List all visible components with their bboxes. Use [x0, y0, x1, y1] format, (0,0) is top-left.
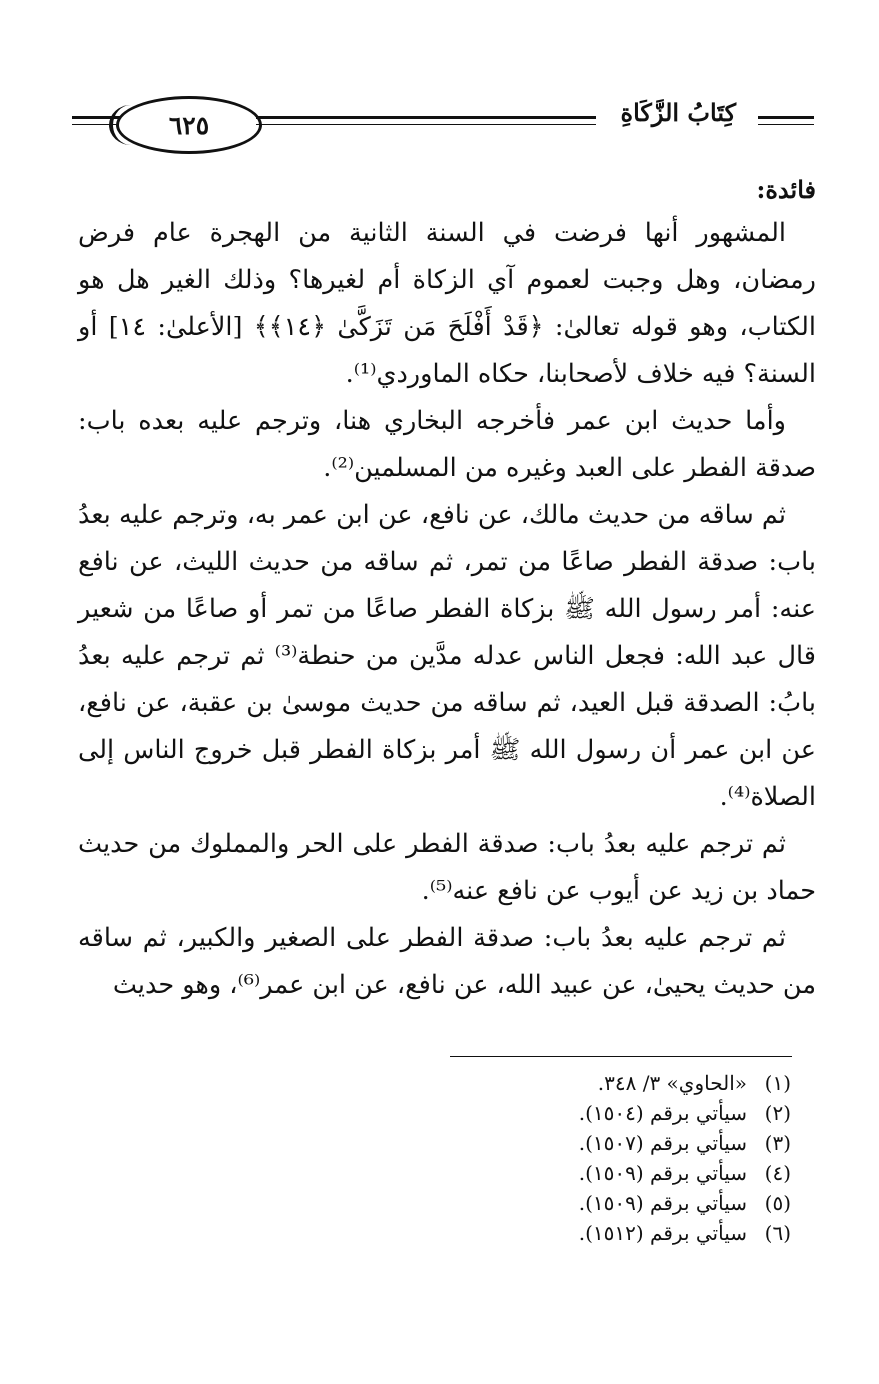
header-rule-middle-top [256, 116, 596, 119]
footnote [391, 1218, 791, 1248]
page-number-badge [116, 96, 262, 154]
footnote [391, 1158, 791, 1188]
footnote-text: سيأتي برقم (١٥٠٧). [578, 1131, 747, 1155]
paragraph: المشهور أنها فرضت في السنة الثانية من الهجرة عام فرض رمضان، وهل وجبت لعموم آي الزكاة أم لغيرها؟ وذلك الغير هل هو الكتاب، وهو قوله تعالىٰ: ﴿قَدْ أَفْلَحَ مَن تَزَكَّىٰ ﴿١٤﴾﴾ [الأعلىٰ: ١٤] أو السنة؟ فيه خلاف لأصحابنا، حكاه الماوردي⁽¹⁾. [78, 218, 816, 389]
footnote [391, 1098, 791, 1128]
footnote [391, 1188, 791, 1218]
page-header [72, 92, 814, 156]
footnote [391, 1128, 791, 1158]
page-body [78, 170, 816, 1009]
footnote-text: سيأتي برقم (١٥٠٩). [578, 1191, 747, 1215]
footnote-number: (٥) [764, 1191, 791, 1215]
footnote-text: سيأتي برقم (١٥٠٤). [578, 1101, 747, 1125]
page-number: ٦٢٥ [168, 110, 210, 140]
footnote-number: (٤) [764, 1161, 791, 1185]
footnote-number: (٣) [764, 1131, 791, 1155]
footnote-number: (٢) [764, 1101, 791, 1125]
footnote-text: سيأتي برقم (١٥١٢). [578, 1221, 747, 1245]
paragraph: ثم ترجم عليه بعدُ باب: صدقة الفطر على الحر والمملوك من حديث حماد بن زيد عن أيوب عن نافع عنه⁽⁵⁾. [78, 829, 816, 906]
footnote-number: (١) [764, 1071, 791, 1095]
book-title: كِتَابُ الزَّكَاةِ [620, 98, 736, 127]
header-rule-middle-bottom [256, 124, 596, 125]
footnote-number: (٦) [764, 1221, 791, 1245]
footnote-text: «الحاوي» ٣/ ٣٤٨. [597, 1071, 747, 1095]
footnote-separator [450, 1056, 792, 1057]
footnote-text: سيأتي برقم (١٥٠٩). [578, 1161, 747, 1185]
section-heading: فائدة: [756, 175, 816, 204]
footnotes [391, 1068, 791, 1248]
header-rule-right-top [758, 116, 814, 119]
paragraph: ثم ساقه من حديث مالك، عن نافع، عن ابن عمر به، وترجم عليه بعدُ باب: صدقة الفطر صاعًا من تمر، ثم ساقه من حديث الليث، عن نافع عنه: أمر رسول الله ﷺ بزكاة الفطر صاعًا من تمر أو صاعًا من شعير قال عبد الله: فجعل الناس عدله مدَّين من حنطة⁽³⁾ ثم ترجم عليه بعدُ بابُ: الصدقة قبل العيد، ثم ساقه من حديث موسىٰ بن عقبة، عن نافع، عن ابن عمر أن رسول الله ﷺ أمر بزكاة الفطر قبل خروج الناس إلى الصلاة⁽⁴⁾. [78, 500, 816, 812]
header-rule-right-bottom [758, 124, 814, 125]
paragraph: وأما حديث ابن عمر فأخرجه البخاري هنا، وترجم عليه بعده باب: صدقة الفطر على العبد وغيره من المسلمين⁽²⁾. [78, 406, 816, 483]
footnote [391, 1068, 791, 1098]
paragraph: ثم ترجم عليه بعدُ باب: صدقة الفطر على الصغير والكبير، ثم ساقه من حديث يحيىٰ، عن عبيد الله، عن نافع، عن ابن عمر⁽⁶⁾، وهو حديث [78, 923, 816, 1000]
